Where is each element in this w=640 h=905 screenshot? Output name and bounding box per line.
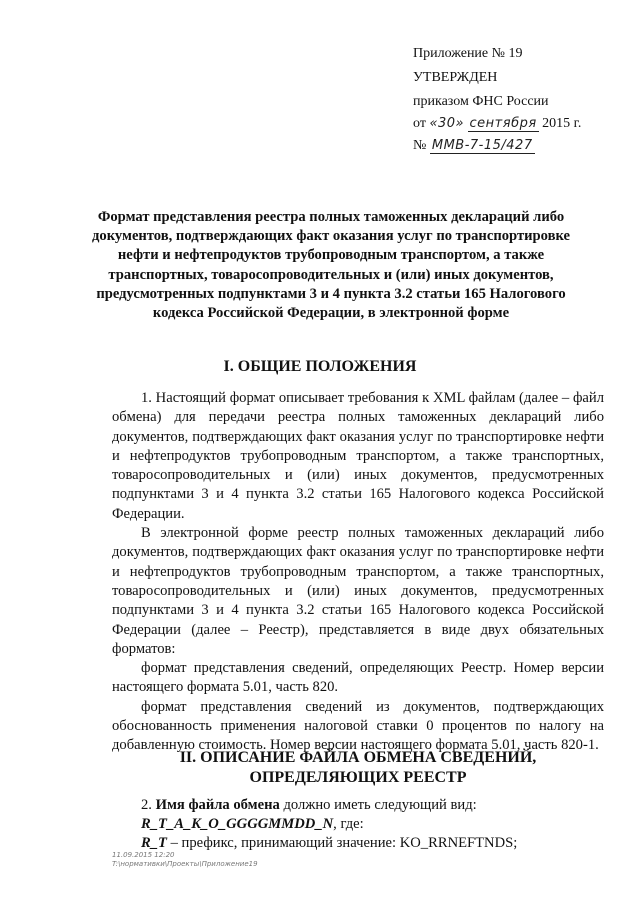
paragraph-1: 1. Настоящий формат описывает требования к XML файлам (далее – файл обмена) для передачи реестра полных таможенных деклараций либо документов, подтверждающих факт оказания услуг по транспортировке нефти и нефтепродуктов трубопроводным транспортом, а также транспортных, товаросопроводительных и (или) иных документов, предусмотренных подпунктами 3 и 4 пункта 3.2 статьи 165 Налогового кодекса Российской Федерации. <box>112 390 604 522</box>
section1-body <box>112 389 604 756</box>
footer-path: T:\нормативки\Проекты\Приложение19 <box>112 860 258 868</box>
item-number: 2. <box>141 797 152 813</box>
item-rest: должно иметь следующий вид: <box>283 797 477 813</box>
prefix-code: R_T <box>141 835 167 851</box>
file-pattern-suffix: , где: <box>333 816 364 832</box>
order-date <box>413 116 581 132</box>
section1-heading: I. ОБЩИЕ ПОЛОЖЕНИЯ <box>223 358 417 375</box>
file-pattern-row <box>112 815 612 834</box>
order-number <box>413 138 535 154</box>
item-2 <box>112 796 612 815</box>
appendix-label: Приложение № 19 <box>413 46 523 61</box>
prefix-desc: – префикс, принимающий значение: KO_RRNEFTNDS; <box>170 835 518 851</box>
date-year: 2015 г. <box>542 116 582 131</box>
date-month: сентября <box>469 116 537 131</box>
number-value: ММВ-7-15/427 <box>431 138 533 153</box>
order-label: приказом ФНС России <box>413 94 549 109</box>
paragraph-4: формат представления сведений из документов, подтверждающих обоснованность применения налоговой ставки 0 процентов по налогу на добавленную стоимость. Номер версии настоящего формата 5.01, часть 820-1. <box>112 698 604 754</box>
paragraph-2: В электронной форме реестр полных таможенных деклараций либо документов, подтверждающих факт оказания услуг по транспортировке нефти и нефтепродуктов трубопроводным транспортом, а также транспортных, товаросопроводительных и (или) иных документов, предусмотренных подпунктами 3 и 4 пункта 3.2 статьи 165 Налогового кодекса Российской Федерации (далее – Реестр), представляется в виде двух обязательных форматов: <box>112 525 604 657</box>
number-prefix: № <box>413 138 427 153</box>
document-title: Формат представления реестра полных таможенных деклараций либо документов, подтверждающих факт оказания услуг по транспортировке нефти и нефтепродуктов трубопроводным транспортом, а также транспортных, товаросопроводительных и (или) иных документов, предусмотренных подпунктами 3 и 4 пункта 3.2 статьи 165 Налогового кодекса Российской Федерации, в электронной форме <box>92 209 570 322</box>
date-day: «30» <box>429 116 465 131</box>
item-bold-term: Имя файла обмена <box>155 797 280 813</box>
file-name-description <box>112 796 612 853</box>
date-prefix: от <box>413 116 426 131</box>
approved-label: УТВЕРЖДЕН <box>413 70 498 85</box>
page-footer <box>112 851 258 869</box>
paragraph-3: формат представления сведений, определяющих Реестр. Номер версии настоящего формата 5.01, часть 820. <box>112 660 604 696</box>
section2-heading: II. ОПИСАНИЕ ФАЙЛА ОБМЕНА СВЕДЕНИЙ, ОПРЕДЕЛЯЮЩИХ РЕЕСТР <box>179 749 537 786</box>
file-pattern: R_T_A_K_O_GGGGMMDD_N <box>141 816 334 832</box>
footer-timestamp: 11.09.2015 12:20 <box>112 851 175 859</box>
